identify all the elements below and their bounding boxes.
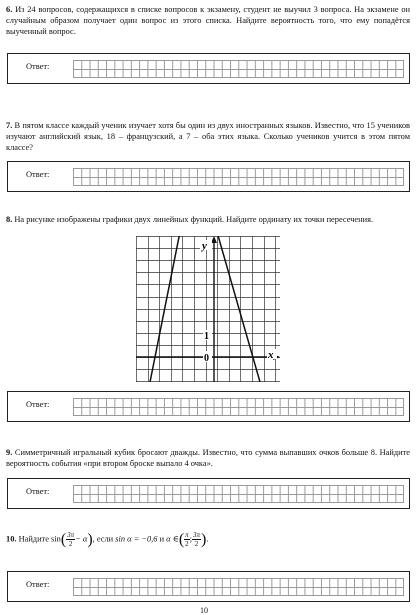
answer-box-8: [7, 391, 410, 422]
task-text: В пятом классе каждый ученик изучает хотя бы один из двух иностранных языков. Известно, что 15 учеников изучают английский язык, 18 – французский, а 7 – оба этих языка. Сколько учеников учится в этом пятом классе?: [6, 121, 411, 153]
task-6: [6, 4, 410, 38]
condition: sin α = −0,6: [115, 534, 158, 544]
task-number: 9.: [6, 448, 13, 457]
task-number: 7.: [6, 121, 13, 130]
task-8: [6, 214, 410, 225]
task-text: На рисунке изображены графики двух линейных функций. Найдите ординату их точки пересечения.: [14, 215, 374, 224]
fraction-3pi-2: $\frac{3\pi}{2}$: [67, 531, 75, 548]
sin-function: sin: [51, 534, 61, 544]
x-axis-label: x: [268, 349, 274, 361]
answer-label: Ответ:: [26, 62, 50, 71]
tick-label-one: 1: [204, 331, 209, 342]
answer-grid[interactable]: [73, 398, 404, 416]
answer-box-6: [7, 53, 410, 84]
fraction-3pi-2-b: $\frac{3\pi}{2}$: [193, 531, 201, 548]
left-paren: (: [60, 530, 67, 548]
task-prefix: Найдите: [18, 534, 49, 544]
middle-text: , если: [92, 534, 114, 544]
line-1: [150, 236, 180, 382]
answer-box-9: [7, 478, 410, 509]
answer-label: Ответ:: [26, 170, 50, 179]
answer-box-10: [7, 571, 410, 602]
right-paren: ): [87, 530, 93, 548]
answer-grid[interactable]: [73, 168, 404, 186]
task-number: 10.: [6, 534, 17, 544]
fraction-pi-2: $\frac{\pi}{2}$: [185, 531, 189, 548]
answer-label: Ответ:: [26, 580, 50, 589]
task-text: Симметричный игральный кубик бросают дважды. Известно, что сумма выпавших очков больше 8. Найдите вероятность события «при втором броске выпало 4 очка».: [6, 448, 411, 469]
task-number: 6.: [6, 5, 13, 14]
answer-label: Ответ:: [26, 487, 50, 496]
answer-grid[interactable]: [73, 578, 404, 596]
line-2: [217, 236, 260, 382]
interval-right-paren: ): [201, 530, 207, 548]
task-10: 10. Найдите sin( $\frac{3\pi}{2}$ − α), если sin α = −0,6 и α ∈( $\frac{\pi}{2}$ ; $\frac{3\pi}{2}$ ).: [6, 530, 209, 548]
answer-grid[interactable]: [73, 485, 404, 503]
task-number: 8.: [6, 215, 13, 224]
interval-left-paren: (: [178, 530, 185, 548]
answer-grid[interactable]: [73, 60, 404, 78]
minus-alpha: − α: [75, 534, 88, 544]
task-9: [6, 447, 410, 469]
origin-label: 0: [204, 353, 209, 364]
graph-figure: [136, 236, 280, 382]
and-word: и: [159, 534, 165, 544]
y-axis-label: y: [202, 240, 207, 252]
task-text: Из 24 вопросов, содержащихся в списке вопросов к экзамену, студент не выучил 3 вопроса. На экзамене он случайным образом получает один вопрос из этого списка. Найдите вероятность того, что ему попадётся выученный вопрос.: [6, 5, 410, 37]
alpha-in: α ∈: [166, 534, 179, 544]
task-7: [6, 120, 410, 154]
answer-box-7: [7, 161, 410, 192]
page-number: 10: [200, 606, 208, 615]
answer-label: Ответ:: [26, 400, 50, 409]
